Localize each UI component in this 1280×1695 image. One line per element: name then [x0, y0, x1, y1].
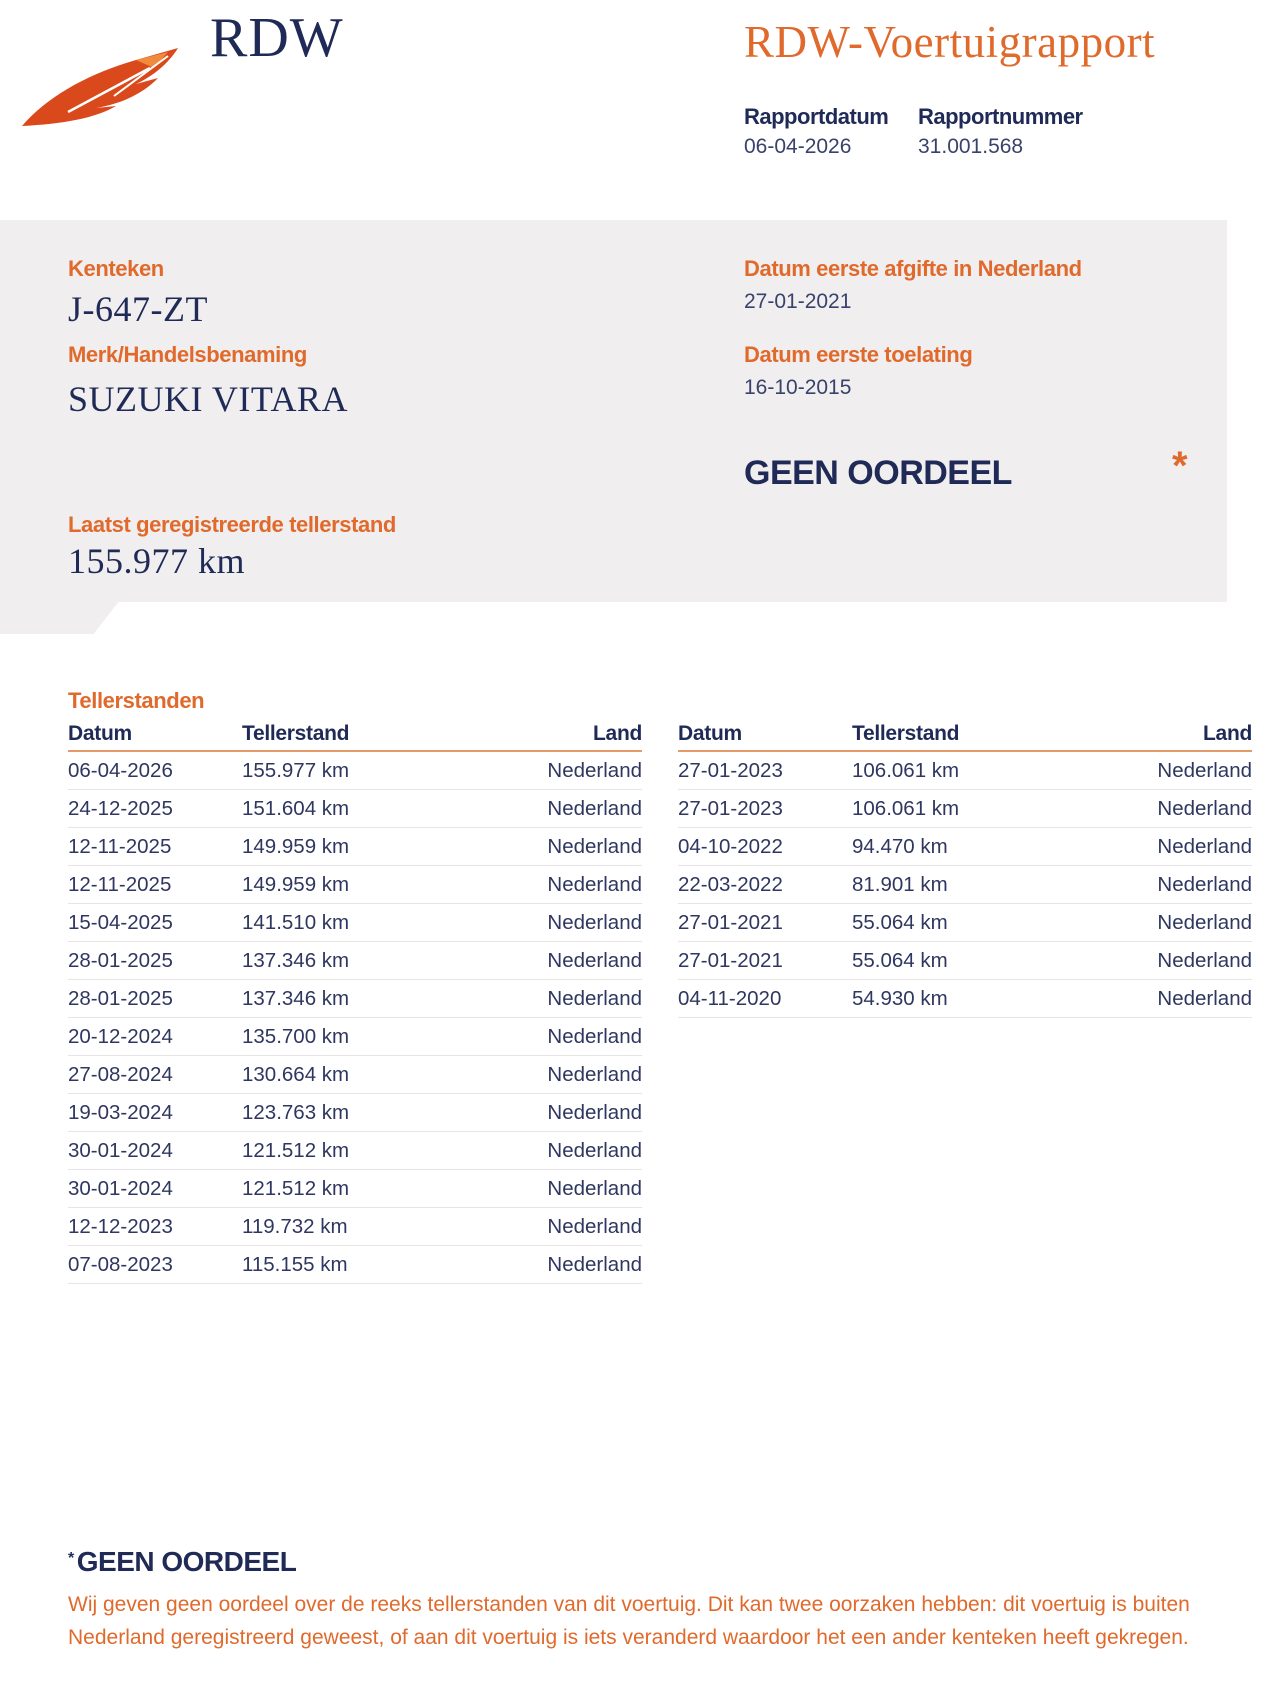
make-label: Merk/Handelsbenaming: [68, 342, 307, 367]
reading-date: 28-01-2025: [68, 942, 242, 980]
reading-land: Nederland: [442, 1132, 642, 1170]
reading-date: 12-11-2025: [68, 828, 242, 866]
table-row: [68, 866, 642, 904]
reading-km: 94.470 km: [852, 828, 1052, 866]
reading-km: 121.512 km: [242, 1170, 442, 1208]
reading-km: 55.064 km: [852, 942, 1052, 980]
reading-land: Nederland: [442, 866, 642, 904]
reading-land: Nederland: [1052, 790, 1252, 828]
readings-title: Tellerstanden: [68, 688, 205, 713]
reading-km: 54.930 km: [852, 980, 1052, 1018]
first-admission-value: 16-10-2015: [744, 376, 852, 399]
reading-date: 20-12-2024: [68, 1018, 242, 1056]
reading-land: Nederland: [442, 751, 642, 790]
reading-date: 30-01-2024: [68, 1132, 242, 1170]
reading-date: 04-10-2022: [678, 828, 852, 866]
col-date: Datum: [678, 716, 852, 751]
reading-date: 27-08-2024: [68, 1056, 242, 1094]
reading-km: 106.061 km: [852, 790, 1052, 828]
reading-land: Nederland: [442, 942, 642, 980]
report-date: 06-04-2026: [744, 135, 852, 158]
table-row: [678, 828, 1252, 866]
reading-land: Nederland: [442, 828, 642, 866]
reading-km: 81.901 km: [852, 866, 1052, 904]
plate-value: J-647-ZT: [68, 289, 208, 329]
table-row: [68, 1094, 642, 1132]
first-admission-label: Datum eerste toelating: [744, 342, 973, 367]
footnote-title: [68, 1546, 296, 1578]
table-row: [68, 980, 642, 1018]
reading-date: 27-01-2021: [678, 942, 852, 980]
table-row: [68, 1132, 642, 1170]
table-row: [68, 942, 642, 980]
reading-km: 155.977 km: [242, 751, 442, 790]
reading-km: 130.664 km: [242, 1056, 442, 1094]
reading-date: 27-01-2023: [678, 790, 852, 828]
reading-land: Nederland: [442, 904, 642, 942]
reading-land: Nederland: [442, 1246, 642, 1284]
reading-date: 12-12-2023: [68, 1208, 242, 1246]
reading-km: 137.346 km: [242, 942, 442, 980]
reading-date: 22-03-2022: [678, 866, 852, 904]
reading-km: 115.155 km: [242, 1246, 442, 1284]
reading-km: 106.061 km: [852, 751, 1052, 790]
footnote-text: Wij geven geen oordeel over de reeks tellerstanden van dit voertuig. Dit kan twee oorzaken hebben: dit voertuig is buiten Nederland geregistreerd geweest, of aan dit voertuig is iets veranderd waardoor het een ander kenteken heeft gekregen.: [68, 1593, 1190, 1649]
reading-km: 55.064 km: [852, 904, 1052, 942]
reading-date: 27-01-2021: [678, 904, 852, 942]
rdw-logo-icon: [18, 38, 188, 130]
reading-date: 24-12-2025: [68, 790, 242, 828]
reading-land: Nederland: [1052, 866, 1252, 904]
table-row: [68, 1056, 642, 1094]
reading-date: 19-03-2024: [68, 1094, 242, 1132]
table-row: [68, 1208, 642, 1246]
plate-label: Kenteken: [68, 256, 164, 281]
first-issue-nl-value: 27-01-2021: [744, 290, 852, 313]
reading-land: Nederland: [1052, 828, 1252, 866]
footnote-mark: *: [68, 1550, 74, 1567]
reading-land: Nederland: [1052, 904, 1252, 942]
odometer-value: 155.977 km: [68, 541, 246, 581]
table-row: [678, 790, 1252, 828]
reading-km: 149.959 km: [242, 866, 442, 904]
table-row: [68, 1246, 642, 1284]
reading-date: 28-01-2025: [68, 980, 242, 1018]
odometer-label: Laatst geregistreerde tellerstand: [68, 512, 396, 537]
panel-notch: [0, 600, 120, 634]
reading-km: 141.510 km: [242, 904, 442, 942]
reading-land: Nederland: [442, 1094, 642, 1132]
table-row: [68, 790, 642, 828]
col-land: Land: [1052, 716, 1252, 751]
report-number: 31.001.568: [918, 135, 1024, 158]
reading-km: 121.512 km: [242, 1132, 442, 1170]
table-row: [678, 980, 1252, 1018]
reading-date: 15-04-2025: [68, 904, 242, 942]
footnote-title-text: GEEN OORDEEL: [76, 1546, 297, 1577]
reading-date: 30-01-2024: [68, 1170, 242, 1208]
reading-km: 119.732 km: [242, 1208, 442, 1246]
reading-land: Nederland: [442, 1056, 642, 1094]
reading-km: 137.346 km: [242, 980, 442, 1018]
make-value: SUZUKI VITARA: [68, 379, 348, 419]
col-land: Land: [442, 716, 642, 751]
reading-date: 06-04-2026: [68, 751, 242, 790]
reading-date: 27-01-2023: [678, 751, 852, 790]
readings-table-right: [678, 716, 1252, 1018]
reading-date: 04-11-2020: [678, 980, 852, 1018]
first-issue-nl-label: Datum eerste afgifte in Nederland: [744, 256, 1082, 281]
readings-table-left: [68, 716, 642, 1284]
table-row: [68, 751, 642, 790]
col-km: Tellerstand: [242, 716, 442, 751]
reading-land: Nederland: [442, 790, 642, 828]
reading-km: 151.604 km: [242, 790, 442, 828]
reading-date: 12-11-2025: [68, 866, 242, 904]
table-row: [68, 828, 642, 866]
reading-land: Nederland: [442, 980, 642, 1018]
reading-km: 149.959 km: [242, 828, 442, 866]
reading-land: Nederland: [442, 1208, 642, 1246]
col-date: Datum: [68, 716, 242, 751]
reading-land: Nederland: [1052, 980, 1252, 1018]
verdict-asterisk: *: [1172, 444, 1188, 488]
reading-land: Nederland: [442, 1170, 642, 1208]
report-title: RDW-Voertuigrapport: [744, 17, 1156, 67]
logo-text: RDW: [210, 7, 344, 69]
table-row: [68, 1170, 642, 1208]
reading-land: Nederland: [1052, 942, 1252, 980]
reading-land: Nederland: [442, 1018, 642, 1056]
table-row: [678, 866, 1252, 904]
reading-km: 135.700 km: [242, 1018, 442, 1056]
table-row: [678, 904, 1252, 942]
reading-date: 07-08-2023: [68, 1246, 242, 1284]
verdict: GEEN OORDEEL: [744, 454, 1012, 492]
report-date-label: Rapportdatum: [744, 104, 889, 129]
reading-land: Nederland: [1052, 751, 1252, 790]
table-row: [678, 751, 1252, 790]
table-row: [68, 1018, 642, 1056]
col-km: Tellerstand: [852, 716, 1052, 751]
reading-km: 123.763 km: [242, 1094, 442, 1132]
report-number-label: Rapportnummer: [918, 104, 1083, 129]
table-row: [678, 942, 1252, 980]
table-row: [68, 904, 642, 942]
